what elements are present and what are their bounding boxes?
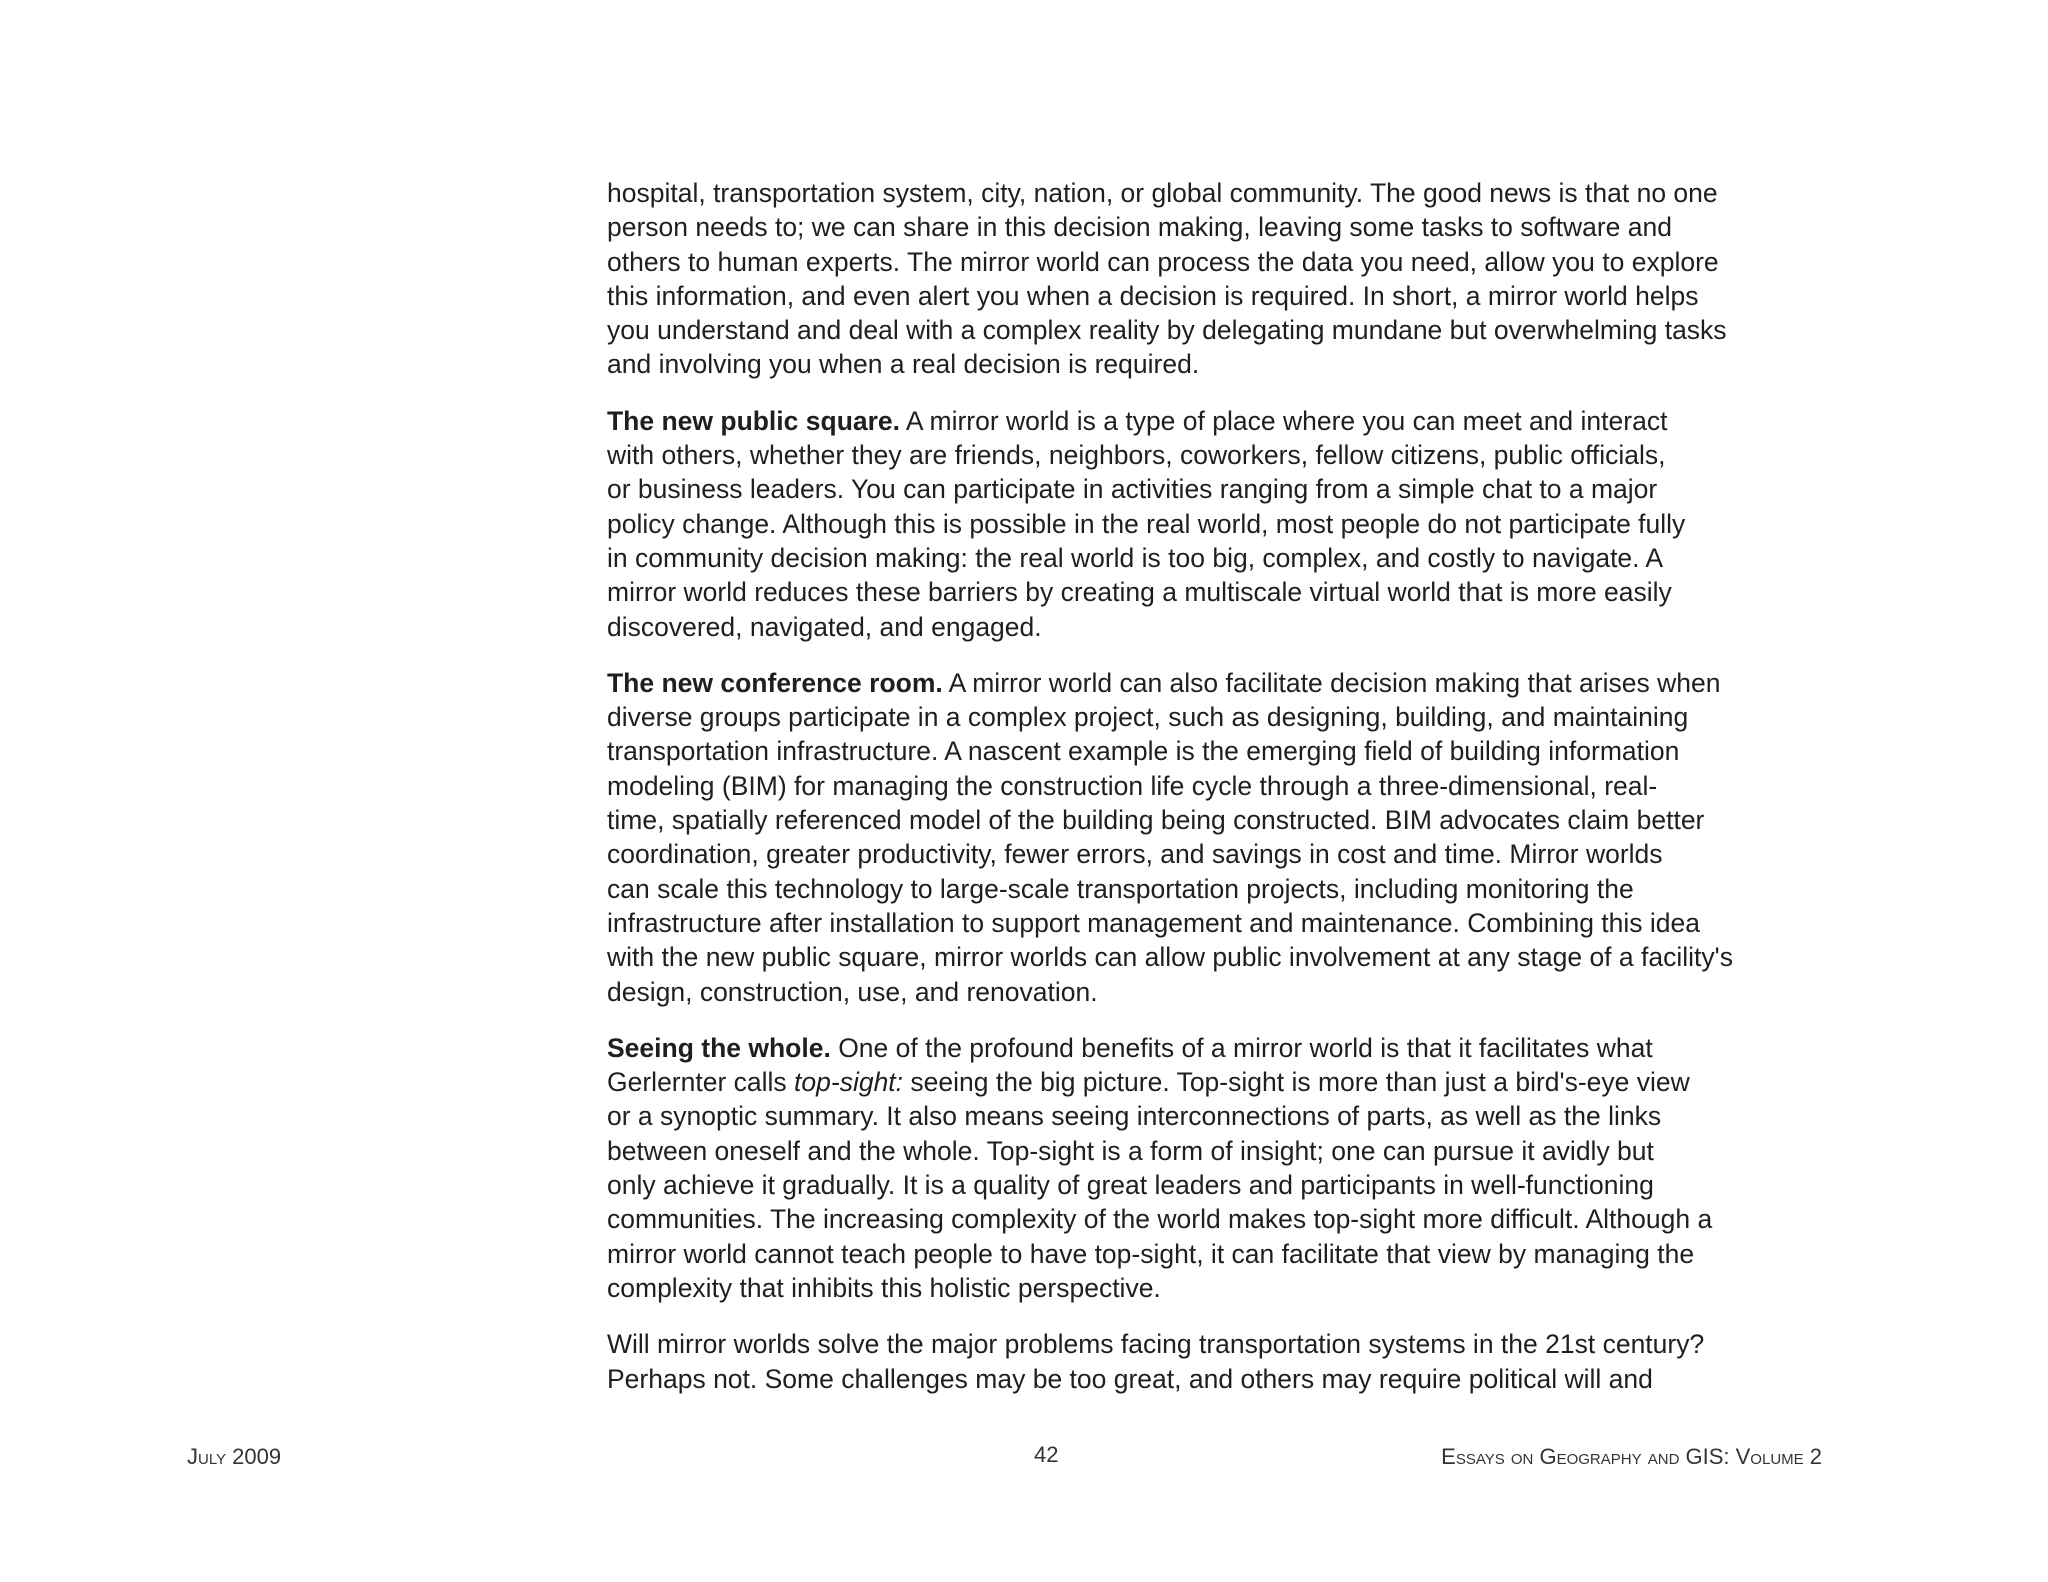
paragraph-conference-room [607, 666, 1832, 1009]
paragraph-lead-heading: Seeing the whole. [607, 1032, 831, 1063]
text-run: Gerlernter calls [607, 1067, 795, 1098]
text-line [607, 1065, 1832, 1099]
text-line: modeling (BIM) for managing the construction life cycle through a three-dimensional, real- [607, 770, 1658, 801]
text-line: or business leaders. You can participate in activities ranging from a simple chat to a major [607, 474, 1658, 505]
paragraph-lead-heading: The new public square. [607, 405, 901, 436]
text-line: others to human experts. The mirror world can process the data you need, allow you to explore [607, 246, 1719, 277]
text-line: diverse groups participate in a complex project, such as designing, building, and maintaining [607, 702, 1689, 733]
text-line: in community decision making: the real world is too big, complex, and costly to navigate. A [607, 542, 1664, 573]
paragraph-public-square [607, 404, 1832, 644]
text-line: complexity that inhibits this holistic perspective. [607, 1272, 1161, 1303]
text-run: A mirror world can also facilitate decision making that arises when [942, 667, 1721, 698]
text-line [607, 1031, 1832, 1065]
text-line: communities. The increasing complexity of the world makes top-sight more difficult. Although a [607, 1204, 1713, 1235]
text-run: One of the profound benefits of a mirror world is that it facilitates what [830, 1032, 1653, 1063]
text-line: with the new public square, mirror worlds can allow public involvement at any stage of a facility's [607, 942, 1733, 973]
text-line: discovered, navigated, and engaged. [607, 611, 1042, 642]
paragraph-decision-making [607, 176, 1832, 382]
text-line: person needs to; we can share in this decision making, leaving some tasks to software and [607, 212, 1672, 243]
text-line: Perhaps not. Some challenges may be too great, and others may require political will and [607, 1363, 1653, 1394]
italic-term: top-sight: [794, 1067, 904, 1098]
text-run: seeing the big picture. Top-sight is more than just a bird's-eye view [903, 1067, 1690, 1098]
footer-date: July 2009 [187, 1444, 282, 1469]
paragraph-seeing-the-whole [607, 1031, 1832, 1305]
text-line: hospital, transportation system, city, nation, or global community. The good news is that no one [607, 178, 1718, 208]
text-line: you understand and deal with a complex reality by delegating mundane but overwhelming tasks [607, 315, 1727, 346]
text-line: policy change. Although this is possible in the real world, most people do not participate fully [607, 508, 1686, 539]
footer-publication-title: Essays on Geography and GIS: Volume 2 [1441, 1444, 1822, 1469]
paragraph-conclusion [607, 1327, 1832, 1396]
text-line: with others, whether they are friends, neighbors, coworkers, fellow citizens, public officials, [607, 440, 1666, 471]
text-line: and involving you when a real decision is required. [607, 349, 1200, 380]
text-line: this information, and even alert you when a decision is required. In short, a mirror world helps [607, 280, 1699, 311]
text-line: between oneself and the whole. Top-sight is a form of insight; one can pursue it avidly but [607, 1135, 1654, 1166]
text-line: infrastructure after installation to support management and maintenance. Combining this idea [607, 907, 1701, 938]
text-line: transportation infrastructure. A nascent example is the emerging field of building information [607, 736, 1680, 767]
body-text [607, 176, 1832, 1418]
paragraph-lead-heading: The new conference room. [607, 667, 943, 698]
text-line: Will mirror worlds solve the major problems facing transportation systems in the 21st century? [607, 1329, 1705, 1360]
text-line: coordination, greater productivity, fewer errors, and savings in cost and time. Mirror worlds [607, 839, 1663, 870]
text-line: only achieve it gradually. It is a quality of great leaders and participants in well-functioning [607, 1170, 1654, 1201]
text-line [607, 404, 1832, 438]
text-line: mirror world reduces these barriers by creating a multiscale virtual world that is more easily [607, 577, 1672, 608]
text-run: A mirror world is a type of place where you can meet and interact [900, 405, 1668, 436]
text-line [607, 666, 1832, 700]
page-number: 42 [1034, 1442, 1059, 1467]
text-line: or a synoptic summary. It also means seeing interconnections of parts, as well as the links [607, 1101, 1662, 1132]
text-line: time, spatially referenced model of the building being constructed. BIM advocates claim better [607, 805, 1705, 836]
text-line: mirror world cannot teach people to have top-sight, it can facilitate that view by managing the [607, 1238, 1695, 1269]
text-line: can scale this technology to large-scale transportation projects, including monitoring the [607, 873, 1634, 904]
text-line: design, construction, use, and renovation. [607, 976, 1098, 1007]
